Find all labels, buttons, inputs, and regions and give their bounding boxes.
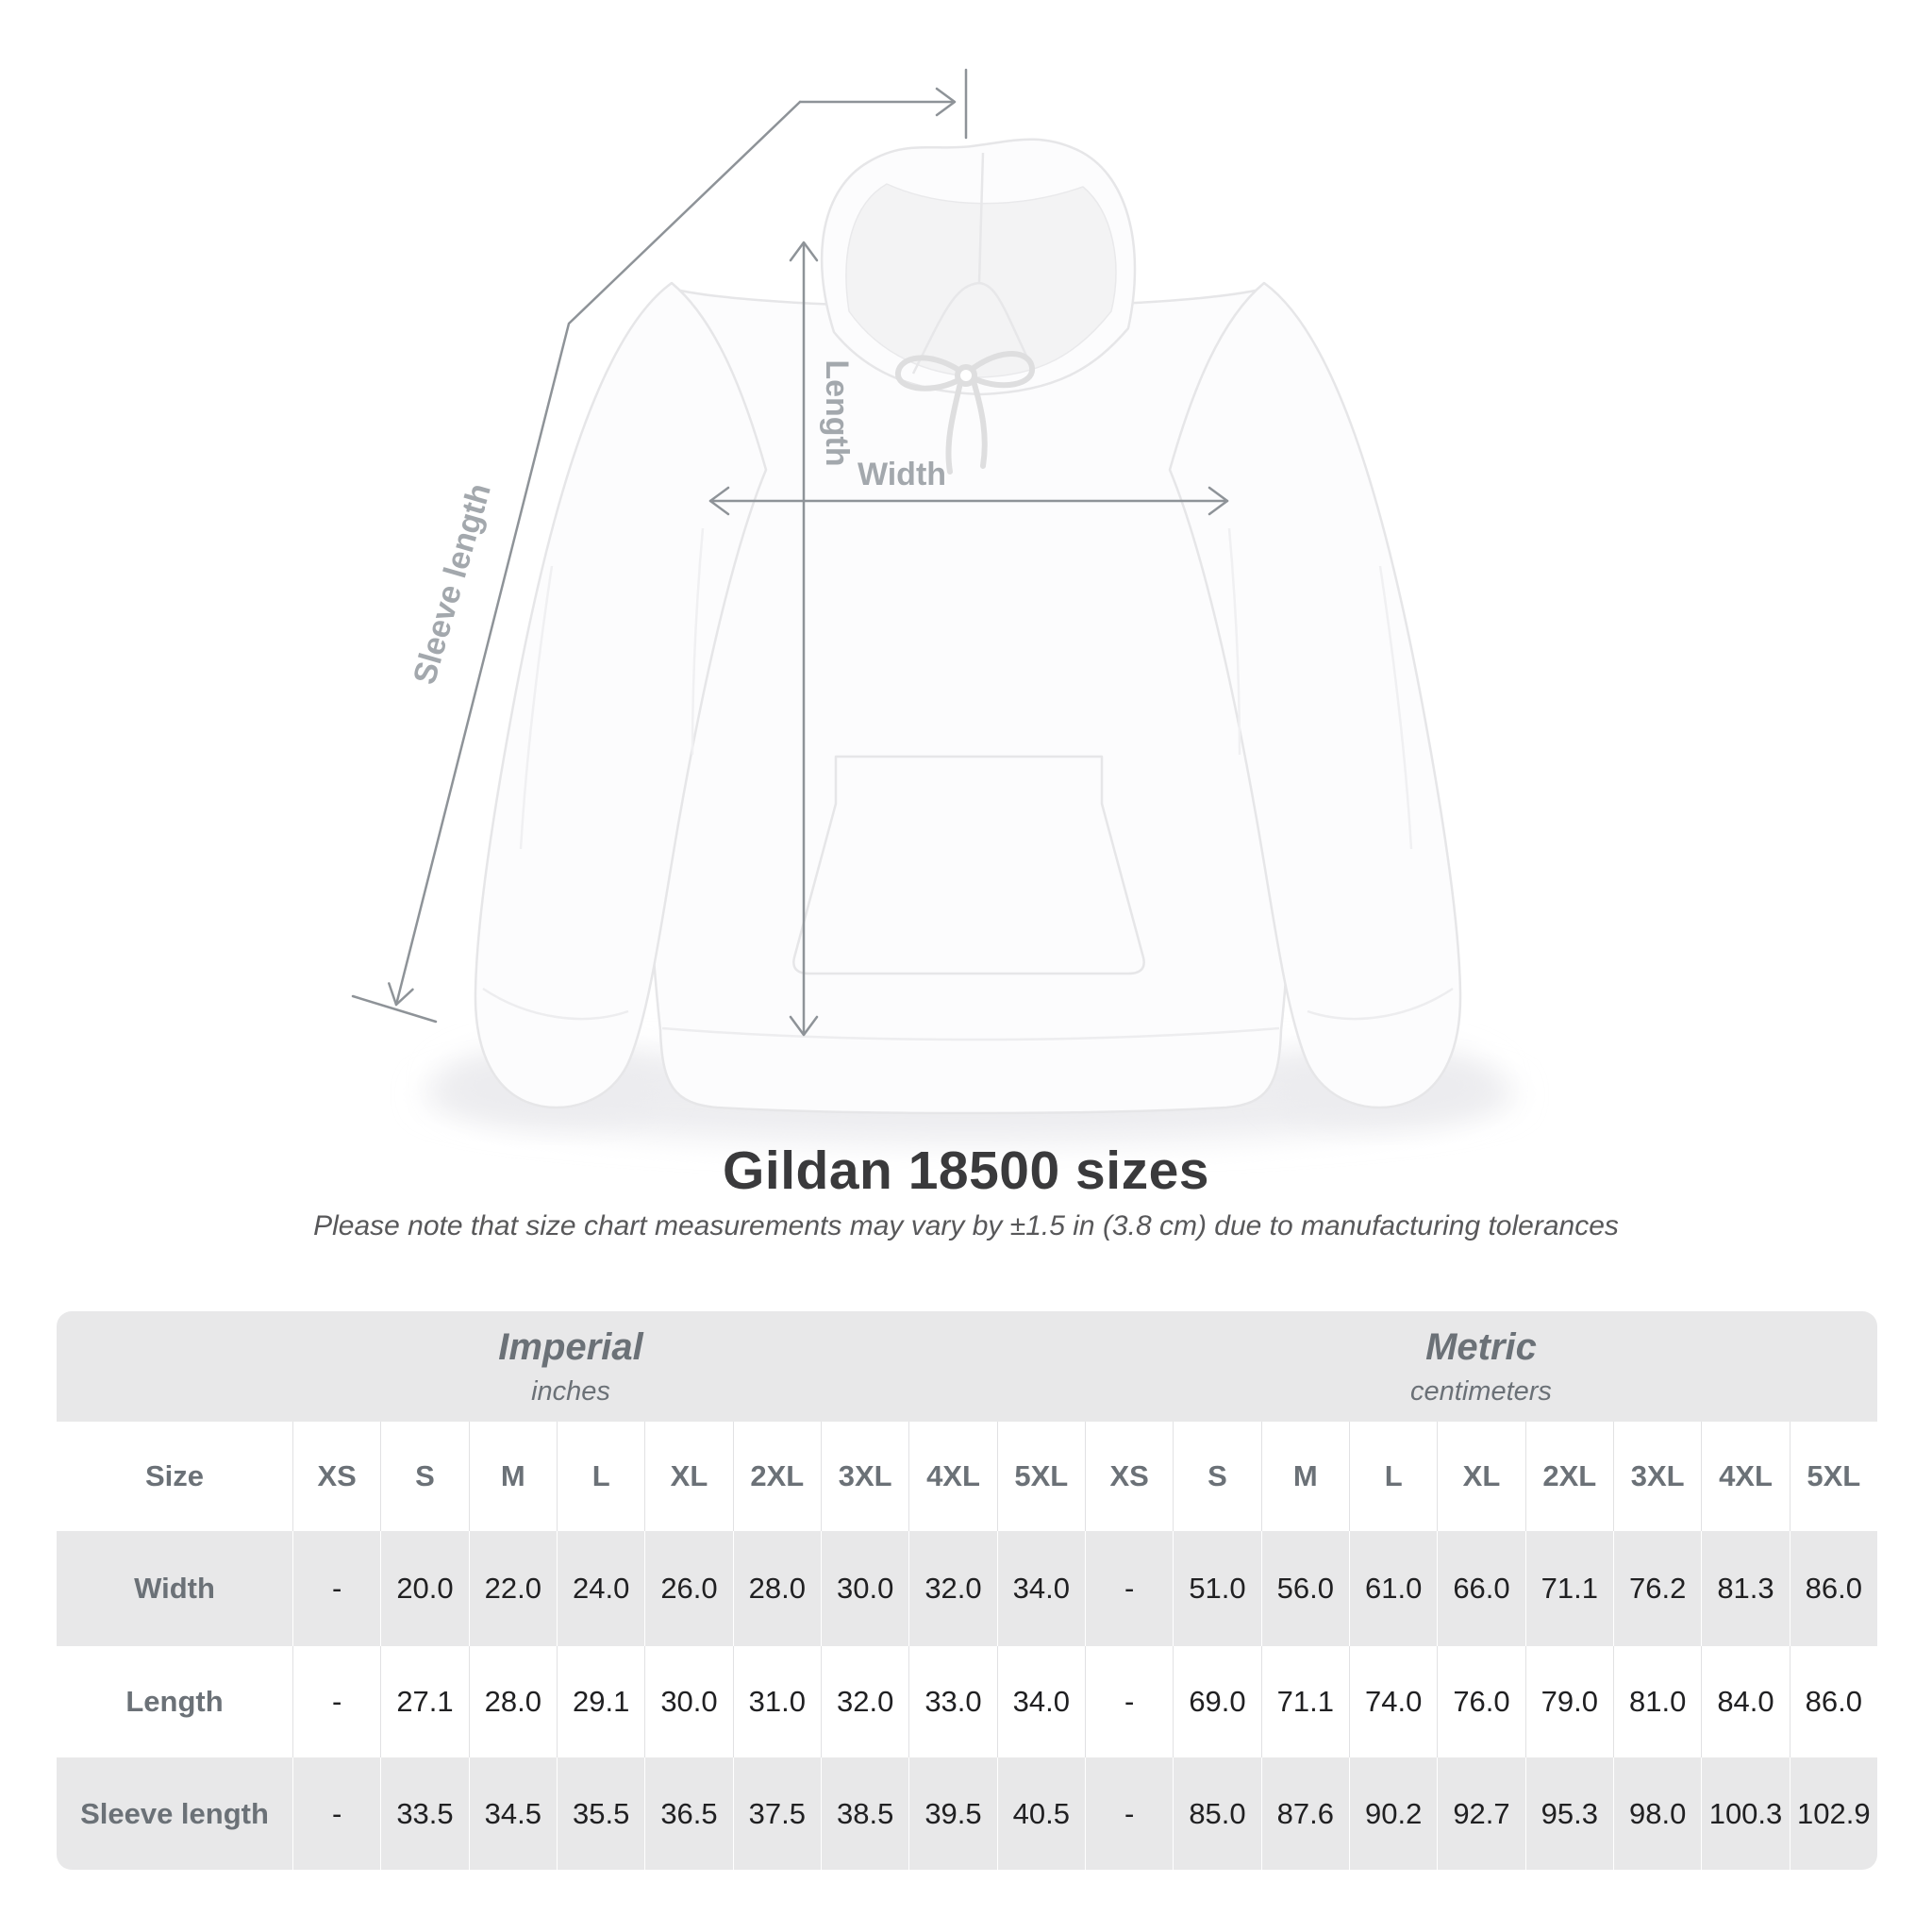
cell-width-metric-xl: 66.0 bbox=[1437, 1531, 1524, 1646]
size-header-metric-3xl: 3XL bbox=[1613, 1422, 1701, 1531]
size-header-imperial-xl: XL bbox=[644, 1422, 732, 1531]
cell-length-metric-m: 71.1 bbox=[1261, 1646, 1349, 1757]
cell-length-metric-4xl: 84.0 bbox=[1701, 1646, 1789, 1757]
cell-sleeve-metric-2xl: 95.3 bbox=[1525, 1757, 1613, 1870]
size-header-imperial-l: L bbox=[557, 1422, 644, 1531]
row-label-sleeve-length: Sleeve length bbox=[80, 1796, 269, 1830]
hoodie-illustration bbox=[475, 140, 1460, 1113]
cell-sleeve-metric-m: 87.6 bbox=[1261, 1757, 1349, 1870]
cell-sleeve-imperial-m: 34.5 bbox=[469, 1757, 557, 1870]
cell-length-imperial-5xl: 34.0 bbox=[997, 1646, 1085, 1757]
imperial-label: Imperial bbox=[498, 1325, 643, 1368]
row-label-length: Length bbox=[125, 1685, 224, 1718]
kangaroo-pocket bbox=[793, 757, 1143, 974]
size-header-imperial-xs: XS bbox=[292, 1422, 380, 1531]
cell-width-imperial-m: 22.0 bbox=[469, 1531, 557, 1646]
cell-length-imperial-2xl: 31.0 bbox=[733, 1646, 821, 1757]
size-header-imperial-m: M bbox=[469, 1422, 557, 1531]
cell-sleeve-metric-xs: - bbox=[1085, 1757, 1173, 1870]
cell-width-metric-3xl: 76.2 bbox=[1613, 1531, 1701, 1646]
size-header-imperial-2xl: 2XL bbox=[733, 1422, 821, 1531]
cell-length-metric-2xl: 79.0 bbox=[1525, 1646, 1613, 1757]
cell-length-metric-xl: 76.0 bbox=[1437, 1646, 1524, 1757]
cell-width-imperial-xs: - bbox=[292, 1531, 380, 1646]
cell-sleeve-imperial-3xl: 38.5 bbox=[821, 1757, 908, 1870]
page-title: Gildan 18500 sizes bbox=[723, 1141, 1209, 1201]
size-header-row bbox=[57, 1422, 1877, 1531]
cell-sleeve-imperial-l: 35.5 bbox=[557, 1757, 644, 1870]
cell-width-imperial-5xl: 34.0 bbox=[997, 1531, 1085, 1646]
cell-length-metric-3xl: 81.0 bbox=[1613, 1646, 1701, 1757]
row-label-width: Width bbox=[134, 1572, 215, 1605]
table-row-sleeve-length bbox=[57, 1757, 1877, 1870]
cell-width-imperial-l: 24.0 bbox=[557, 1531, 644, 1646]
cell-sleeve-metric-4xl: 100.3 bbox=[1701, 1757, 1789, 1870]
metric-label: Metric bbox=[1425, 1325, 1537, 1368]
cell-sleeve-imperial-4xl: 39.5 bbox=[908, 1757, 996, 1870]
cell-width-imperial-xl: 26.0 bbox=[644, 1531, 732, 1646]
cell-sleeve-metric-3xl: 98.0 bbox=[1613, 1757, 1701, 1870]
cell-width-metric-xs: - bbox=[1085, 1531, 1173, 1646]
size-header-metric-s: S bbox=[1173, 1422, 1260, 1531]
size-header-metric-xs: XS bbox=[1085, 1422, 1173, 1531]
metric-sublabel: centimeters bbox=[1410, 1375, 1552, 1407]
size-column-header: Size bbox=[144, 1459, 205, 1492]
size-header-imperial-5xl: 5XL bbox=[997, 1422, 1085, 1531]
cell-length-imperial-4xl: 33.0 bbox=[908, 1646, 996, 1757]
cell-width-imperial-s: 20.0 bbox=[380, 1531, 468, 1646]
cell-sleeve-metric-xl: 92.7 bbox=[1437, 1757, 1524, 1870]
cell-width-imperial-3xl: 30.0 bbox=[821, 1531, 908, 1646]
size-header-metric-l: L bbox=[1349, 1422, 1437, 1531]
sleeve-length-label: Sleeve length bbox=[406, 479, 498, 689]
cell-length-metric-5xl: 86.0 bbox=[1790, 1646, 1877, 1757]
cell-length-imperial-s: 27.1 bbox=[380, 1646, 468, 1757]
size-header-metric-xl: XL bbox=[1437, 1422, 1524, 1531]
unit-header-band bbox=[57, 1311, 1877, 1422]
imperial-sublabel: inches bbox=[531, 1375, 610, 1407]
cell-sleeve-metric-s: 85.0 bbox=[1173, 1757, 1260, 1870]
cell-width-imperial-4xl: 32.0 bbox=[908, 1531, 996, 1646]
cell-width-metric-5xl: 86.0 bbox=[1790, 1531, 1877, 1646]
cell-width-metric-s: 51.0 bbox=[1173, 1531, 1260, 1646]
width-label: Width bbox=[857, 457, 947, 492]
cell-width-metric-2xl: 71.1 bbox=[1525, 1531, 1613, 1646]
size-header-imperial-s: S bbox=[380, 1422, 468, 1531]
cell-length-imperial-xs: - bbox=[292, 1646, 380, 1757]
imperial-unit-header bbox=[57, 1311, 1085, 1422]
size-header-imperial-4xl: 4XL bbox=[908, 1422, 996, 1531]
cell-width-metric-4xl: 81.3 bbox=[1701, 1531, 1789, 1646]
table-row-width bbox=[57, 1531, 1877, 1646]
size-header-metric-2xl: 2XL bbox=[1525, 1422, 1613, 1531]
cell-sleeve-imperial-xl: 36.5 bbox=[644, 1757, 732, 1870]
size-table bbox=[57, 1311, 1877, 1870]
cell-sleeve-imperial-s: 33.5 bbox=[380, 1757, 468, 1870]
cell-sleeve-metric-5xl: 102.9 bbox=[1790, 1757, 1877, 1870]
cell-length-imperial-l: 29.1 bbox=[557, 1646, 644, 1757]
tolerance-note: Please note that size chart measurements may vary by ±1.5 in (3.8 cm) due to manufacturing tolerances bbox=[313, 1210, 1619, 1241]
metric-unit-header bbox=[1085, 1311, 1877, 1422]
cell-length-imperial-m: 28.0 bbox=[469, 1646, 557, 1757]
cell-length-imperial-3xl: 32.0 bbox=[821, 1646, 908, 1757]
cell-sleeve-imperial-xs: - bbox=[292, 1757, 380, 1870]
size-header-metric-m: M bbox=[1261, 1422, 1349, 1531]
size-header-imperial-3xl: 3XL bbox=[821, 1422, 908, 1531]
cell-length-metric-s: 69.0 bbox=[1173, 1646, 1260, 1757]
cell-length-imperial-xl: 30.0 bbox=[644, 1646, 732, 1757]
cell-width-imperial-2xl: 28.0 bbox=[733, 1531, 821, 1646]
cell-width-metric-l: 61.0 bbox=[1349, 1531, 1437, 1646]
length-label: Length bbox=[819, 359, 855, 467]
size-header-metric-5xl: 5XL bbox=[1790, 1422, 1877, 1531]
cell-length-metric-l: 74.0 bbox=[1349, 1646, 1437, 1757]
cell-sleeve-imperial-5xl: 40.5 bbox=[997, 1757, 1085, 1870]
cell-width-metric-m: 56.0 bbox=[1261, 1531, 1349, 1646]
size-header-metric-4xl: 4XL bbox=[1701, 1422, 1789, 1531]
cell-sleeve-imperial-2xl: 37.5 bbox=[733, 1757, 821, 1870]
cell-length-metric-xs: - bbox=[1085, 1646, 1173, 1757]
table-row-length bbox=[57, 1646, 1877, 1757]
cell-sleeve-metric-l: 90.2 bbox=[1349, 1757, 1437, 1870]
